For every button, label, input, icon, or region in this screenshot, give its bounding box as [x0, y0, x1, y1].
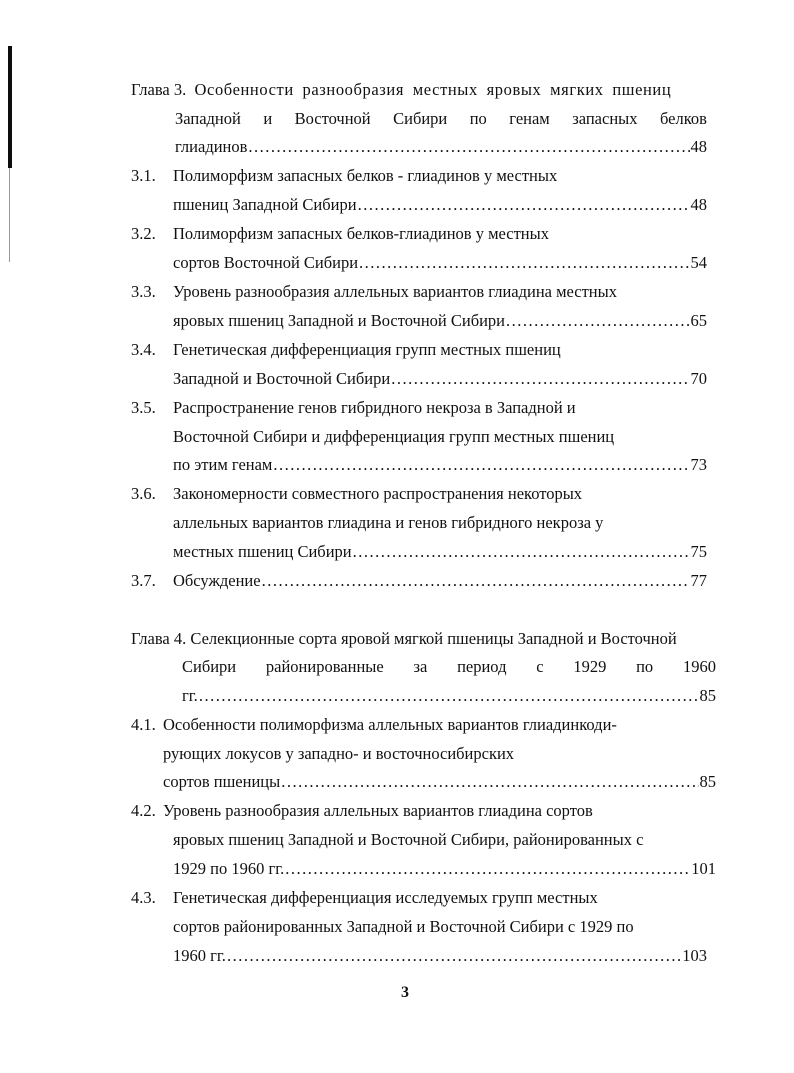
section-number: 3.4. [131, 340, 156, 359]
chapter3-toc-entry: глиадинов ..... 48 [175, 137, 707, 157]
dot-leader [391, 369, 689, 389]
toc-entry-3-6: местных пшениц Сибири ..... 75 [173, 542, 707, 562]
page-ref: 48 [690, 195, 707, 214]
section-number: 3.1. [131, 166, 156, 185]
page-ref: 75 [690, 542, 707, 561]
toc-entry-3-4: Западной и Восточной Сибири ..... 70 [173, 369, 707, 389]
page-ref: 70 [690, 369, 707, 388]
section-title-line: Особенности полиморфизма аллельных вариантов глиадинкоди- [163, 715, 617, 734]
section-title-line: Генетическая дифференциация исследуемых групп местных [173, 888, 598, 907]
scan-margin-bar [8, 46, 12, 168]
dot-leader [353, 542, 690, 562]
chapter4-title-line1: Глава 4. Селекционные сорта яровой мягкой пшеницы Западной и Восточной [131, 629, 677, 648]
page-ref: 77 [690, 571, 707, 590]
chapter4-toc-entry: гг. ..... 85 [182, 686, 716, 706]
toc-entry-3-5: по этим генам ..... 73 [173, 455, 707, 475]
chapter4-title-line2: Сибири районированные за период с 1929 по 1960 [182, 657, 716, 676]
section-title-line: Восточной Сибири и дифференциация групп местных пшениц [173, 427, 615, 446]
dot-leader [248, 137, 689, 157]
section-title-line: Уровень разнообразия аллельных вариантов глиадина местных [173, 282, 617, 301]
section-number: 3.3. [131, 282, 156, 301]
section-title-line: Уровень разнообразия аллельных вариантов глиадина сортов [163, 801, 593, 820]
toc-entry-4-1: сортов пшеницы ..... 85 [163, 772, 716, 792]
dot-leader [358, 195, 690, 215]
section-title-line: Генетическая дифференциация групп местных пшениц [173, 340, 561, 359]
section-title-line: рующих локусов у западно- и восточносибирских [163, 744, 515, 763]
section-number: 3.6. [131, 484, 156, 503]
section-number: 4.2. [131, 801, 156, 820]
section-title-line: Полиморфизм запасных белков-глиадинов у местных [173, 224, 549, 243]
section-number: 3.5. [131, 398, 156, 417]
toc-entry-3-3: яровых пшениц Западной и Восточной Сибири ..... 65 [173, 311, 707, 331]
dot-leader [199, 686, 699, 706]
dot-leader [359, 253, 689, 273]
page-ref: 54 [690, 253, 707, 272]
toc-entry-3-1: пшениц Западной Сибири ..... 48 [173, 195, 707, 215]
section-title-line: яровых пшениц Западной и Восточной Сибири, районированных с [173, 830, 644, 849]
toc-entry-4-2: 1929 по 1960 гг. ..... 101 [173, 859, 716, 879]
dot-leader [285, 859, 690, 879]
page-ref: 73 [690, 455, 707, 474]
section-number: 3.2. [131, 224, 156, 243]
chapter3-heading [131, 80, 671, 100]
page-ref: 85 [699, 686, 716, 705]
page-ref: 103 [682, 946, 707, 965]
section-title-line: сортов районированных Западной и Восточной Сибири с 1929 по [173, 917, 634, 936]
dot-leader [227, 946, 681, 966]
section-number: 4.1. [131, 715, 156, 734]
chapter3-label: Глава 3. [131, 80, 187, 99]
toc-entry-4-3: 1960 гг. ..... 103 [173, 946, 707, 966]
toc-entry-3-7: Обсуждение ..... 77 [173, 571, 707, 591]
dot-leader [273, 455, 689, 475]
scan-margin-line [9, 168, 10, 262]
chapter3-title-line2: Западной и Восточной Сибири по генам запасных белков [175, 109, 707, 128]
section-title-line: Полиморфизм запасных белков - глиадинов у местных [173, 166, 558, 185]
page-ref: 85 [699, 772, 716, 791]
page-ref: 101 [691, 859, 716, 878]
section-number: 4.3. [131, 888, 156, 907]
dot-leader [281, 772, 698, 792]
page-ref: 48 [690, 137, 707, 156]
section-title-line: Распространение генов гибридного некроза в Западной и [173, 398, 576, 417]
chapter3-title-line1: Особенности разнообразия местных яровых мягких пшениц [194, 80, 672, 99]
page-ref: 65 [690, 311, 707, 330]
dot-leader [262, 571, 690, 591]
page-number: 3 [401, 984, 409, 1001]
section-number: 3.7. [131, 571, 156, 590]
section-title-line: Закономерности совместного распространения некоторых [173, 484, 583, 503]
toc-entry-3-2: сортов Восточной Сибири ..... 54 [173, 253, 707, 273]
dot-leader [506, 311, 689, 331]
section-title-line: аллельных вариантов глиадина и генов гибридного некроза у [173, 513, 604, 532]
